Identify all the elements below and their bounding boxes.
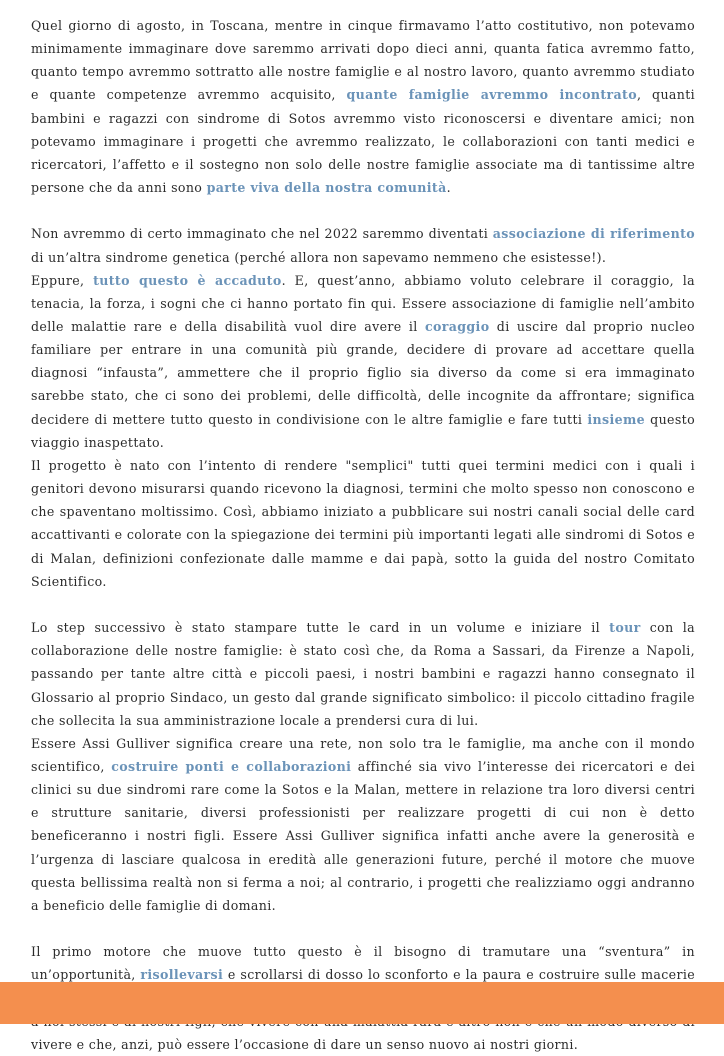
text-run: Il progetto è nato con l’intento di rendere "semplici" tutti quei termini medici con i quali i genitori devono misurarsi quando ricevono la diagnosi, termini che molto spesso non conoscono e che spaventano moltissimo. Così, abbiamo iniziato a pubblicare sui nostri canali social delle card accattivanti e colorate con la spiegazione dei termini più importanti legati alle sindromi di Sotos e di Malan, definizioni confezionate dalle mamme e dai papà, sotto la guida del nostro Comitato Scientifico.: [31, 457, 695, 589]
paragraph-anniversary: [31, 14, 695, 199]
paragraph-spacer: [31, 593, 695, 616]
highlight-text: risollevarsi: [140, 967, 224, 983]
text-run: .: [446, 180, 451, 196]
highlight-text: insieme: [587, 411, 646, 427]
text-run: Il primo motore che muove tutto questo è il bisogno di tramutare una “sventura” in un’opportunità,: [31, 944, 695, 983]
paragraph-spacer: [31, 199, 695, 222]
text-run: Quel giorno di agosto, in Toscana, mentre in cinque firmavamo l’atto costitutivo, non potevamo minimamente immaginare dove saremmo arrivati dopo dieci anni, quanta fatica avremmo fatto, quanto tempo avremmo sottratto alle nostre famiglie e al nostro lavoro, quanto avremmo studiato e quante competenze avremmo acquisito,: [31, 18, 695, 103]
text-run: , quanti bambini e ragazzi con sindrome di Sotos avremmo visto riconoscersi e diventare amici; non potevamo immaginare i progetti che avremmo realizzato, le collaborazioni con tanti medici e ricercatori, l’affetto e il sostegno non solo delle nostre famiglie associate ma di tantissime altre persone che da anni sono: [31, 87, 696, 196]
text-run: di uscire dal proprio nucleo familiare per entrare in una comunità più grande, decidere di provare ad accettare quella diagnosi “infausta”, ammettere che il proprio figlio sia diverso da come si era immaginato sarebbe stato, che ci sono dei problemi, delle difficoltà, delle incognite da affrontare; significa decidere di mettere tutto questo in condivisione con le altre famiglie e fare tutti: [31, 319, 695, 427]
paragraph-tour: [31, 616, 695, 732]
text-run: e scrollarsi di dosso lo sconforto e la paura e costruire sulle macerie vivere e che, anzi, può essere l’occasione di dare un senso nuovo ai nostri giorni.: [31, 967, 695, 1052]
highlight-text: tour: [609, 620, 641, 636]
highlight-text: costruire ponti e collaborazioni: [111, 758, 352, 774]
footer-color-band: [0, 982, 724, 1024]
document-body: [31, 14, 695, 1056]
text-run: Non avremmo di certo immaginato che nel 2022 saremmo diventati: [31, 226, 493, 242]
text-run: di un’altra sindrome genetica (perché allora non sapevamo nemmeno che esistesse!).: [31, 249, 607, 265]
paragraph-project: [31, 454, 695, 593]
paragraph-courage: [31, 269, 695, 454]
highlight-text: associazione di riferimento: [492, 226, 695, 242]
highlight-text: tutto questo è accaduto: [93, 272, 282, 288]
text-run: Essere Assi Gulliver significa creare una rete, non solo tra le famiglie, ma anche con il mondo scientifico,: [31, 735, 695, 774]
highlight-text: quante famiglie avremmo incontrato: [346, 87, 637, 103]
highlight-text: parte viva della nostra comunità: [206, 180, 447, 196]
text-run: con la collaborazione delle nostre famiglie: è stato così che, da Roma a Sassari, da Firenze a Napoli, passando per tante altre città e piccoli paesi, i nostri bambini e ragazzi hanno consegnato il Glossario al proprio Sindaco, un gesto dal grande significato simbolico: il piccolo cittadino fragile che sollecita la sua amministrazione locale a prendersi cura di lui.: [31, 620, 695, 728]
paragraph-spacer: [31, 917, 695, 940]
text-run: Eppure,: [31, 272, 94, 288]
text-run: . E, quest’anno, abbiamo voluto celebrare il coraggio, la tenacia, la forza, i sogni che ci hanno portato fin qui. Essere associazione di famiglie nell’ambito delle malattie rare e della disabilità vuol dire avere il: [31, 272, 696, 335]
text-run: affinché sia vivo l’interesse dei ricercatori e dei clinici su due sindromi rare come la Sotos e la Malan, mettere in relazione tra loro diversi centri e strutture sanitarie, diversi professionisti per realizzare progetti di cui non è detto beneficeranno i nostri figli. Essere Assi Gulliver significa infatti anche avere la generosità e l’urgenza di lasciare qualcosa in eredità alle generazioni future, perché il motore che muove questa bellissima realtà non si ferma a noi; al contrario, i progetti che realizziamo oggi andranno a beneficio delle famiglie di domani.: [31, 758, 695, 913]
highlight-text: coraggio: [424, 319, 490, 335]
paragraph-network: [31, 732, 695, 917]
text-run: questo viaggio inaspettato.: [31, 411, 696, 450]
paragraph-reference-association: [31, 222, 695, 268]
text-run: Lo step successivo è stato stampare tutte le card in un volume e iniziare il: [31, 620, 610, 636]
